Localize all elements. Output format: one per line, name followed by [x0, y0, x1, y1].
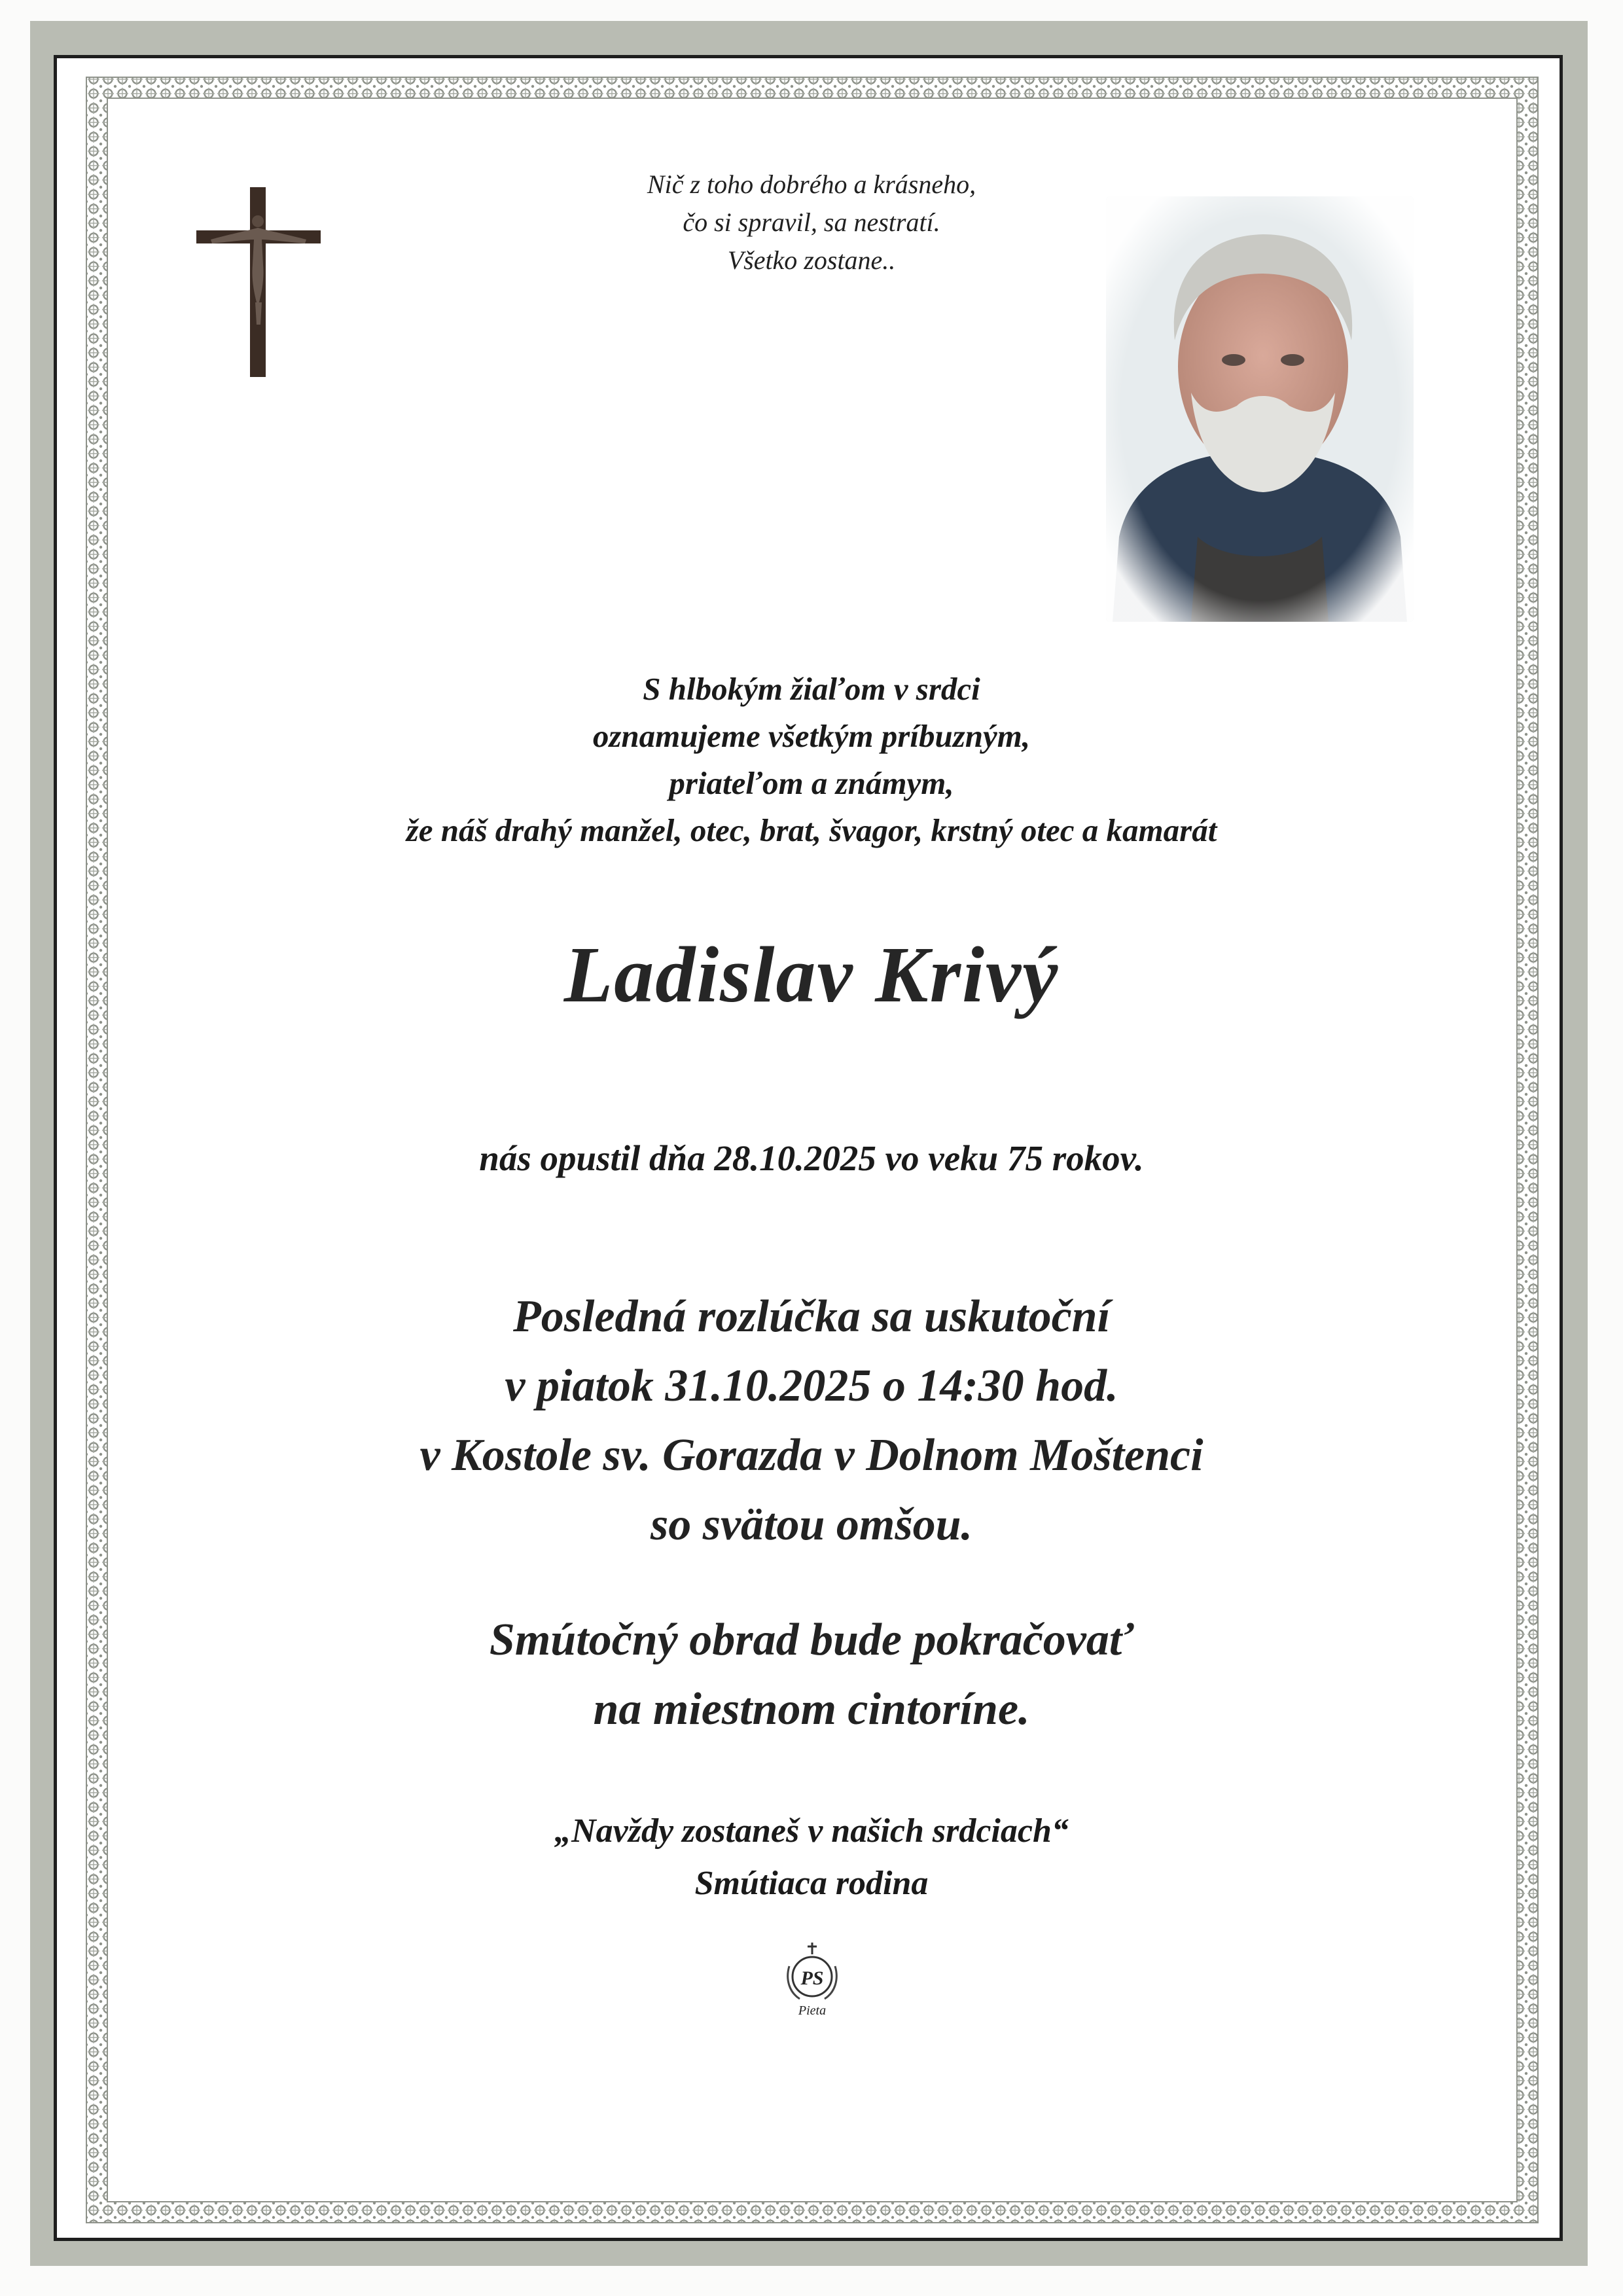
- announcement-line-3: priateľom a známym,: [669, 765, 954, 801]
- epigraph-line-3: Všetko zostane..: [727, 245, 896, 275]
- death-notice: nás opustil dňa 28.10.2025 vo veku 75 rokov.: [479, 1138, 1144, 1178]
- ceremony-line-2: na miestnom cintoríne.: [593, 1684, 1030, 1734]
- announcement-line-4: že náš drahý manžel, otec, brat, švagor, krstný otec a kamarát: [406, 812, 1217, 848]
- logo-caption: Pieta: [798, 2003, 827, 2018]
- closing-quote: „Navždy zostaneš v našich srdciach“: [554, 1812, 1069, 1850]
- ceremony-line-1: Smútočný obrad bude pokračovať: [489, 1615, 1134, 1665]
- farewell-line-3: v Kostole sv. Gorazda v Dolnom Moštenci: [419, 1430, 1204, 1480]
- epigraph-line-2: čo si spravil, sa nestratí.: [683, 207, 940, 237]
- announcement-line-2: oznamujeme všetkým príbuzným,: [592, 718, 1031, 754]
- closing-signature: Smútiaca rodina: [694, 1865, 929, 1902]
- pieta-logo-icon: [776, 1940, 848, 2018]
- announcement-line-1: S hlbokým žiaľom v srdci: [643, 671, 980, 707]
- farewell-line-4: so svätou omšou.: [650, 1499, 973, 1550]
- logo-monogram: PS: [800, 1967, 824, 1989]
- epigraph-line-1: Nič z toho dobrého a krásneho,: [647, 170, 976, 199]
- portrait-photo: [1106, 196, 1414, 622]
- deceased-name: Ladislav Krivý: [563, 931, 1060, 1019]
- crucifix-icon: [196, 187, 321, 377]
- farewell-line-1: Posledná rozlúčka sa uskutoční: [512, 1291, 1111, 1342]
- farewell-line-2: v piatok 31.10.2025 o 14:30 hod.: [505, 1361, 1118, 1411]
